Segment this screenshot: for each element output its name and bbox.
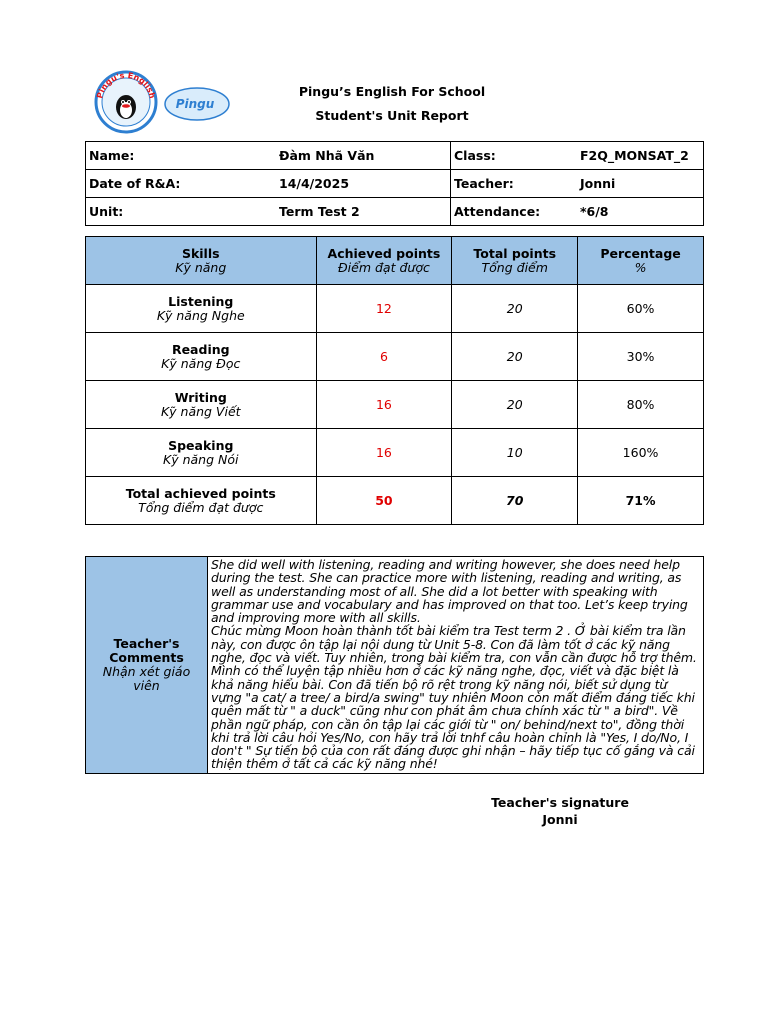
percentage-cell: 80% [578, 381, 704, 429]
total-percentage-cell: 71% [578, 477, 704, 525]
info-row-unit [86, 198, 704, 226]
achieved-points-cell: 16 [316, 381, 452, 429]
skill-name-en: Speaking [168, 437, 234, 453]
total-points-cell: 10 [452, 429, 578, 477]
total-label-en: Total achieved points [125, 485, 276, 501]
total-points-cell: 20 [452, 333, 578, 381]
info-row-date [86, 170, 704, 198]
unit-label: Unit: [86, 198, 280, 226]
skill-name-vi: Kỹ năng Viết [160, 403, 241, 419]
header-achieved [316, 237, 452, 285]
logo-circle-text: Pingu's English [95, 70, 157, 100]
skill-name-vi: Kỹ năng Nghe [156, 307, 245, 323]
skill-name-vi: Kỹ năng Đọc [161, 355, 241, 371]
teacher-label: Teacher: [451, 170, 581, 198]
header-achieved-vi: Điểm đạt được [338, 259, 430, 275]
skill-name-cell [86, 333, 317, 381]
achieved-points-cell: 12 [316, 285, 452, 333]
skill-name-cell [86, 429, 317, 477]
header-skills-vi: Kỹ năng [175, 259, 227, 275]
total-label-vi: Tổng điểm đạt được [138, 499, 264, 515]
skill-name-cell [86, 285, 317, 333]
header-skills [86, 237, 317, 285]
comments-label-vi: Nhận xét giáo viên [102, 663, 191, 693]
total-achieved-cell: 50 [316, 477, 452, 525]
attendance-value: *6/8 [580, 198, 704, 226]
unit-value: Term Test 2 [279, 198, 451, 226]
achieved-points-cell: 16 [316, 429, 452, 477]
table-row [86, 333, 704, 381]
percentage-cell: 30% [578, 333, 704, 381]
logo-badge-text: Pingu [175, 97, 215, 111]
header-total [452, 237, 578, 285]
comments-body [208, 557, 704, 774]
date-label: Date of R&A: [86, 170, 280, 198]
comments-label-en: Teacher's Comments [109, 635, 184, 665]
report-header [200, 84, 584, 124]
teacher-comments-table [85, 556, 704, 774]
skill-name-en: Writing [174, 389, 227, 405]
report-title: Student's Unit Report [315, 108, 469, 123]
student-info-table [85, 141, 704, 226]
header-achieved-en: Achieved points [327, 245, 441, 261]
attendance-label: Attendance: [451, 198, 581, 226]
teacher-value: Jonni [580, 170, 704, 198]
name-label: Name: [86, 142, 280, 170]
class-value: F2Q_MONSAT_2 [580, 142, 704, 170]
comment-english: She did well with listening, reading and writing however, she does need help during the test. She can practice more with listening, reading and writing, as well as understanding most of all. She did a lot better with speaking with grammar use and vocabulary and has improved on that too. Let’s keep trying and improving more with all skills. [211, 557, 688, 626]
table-row [86, 381, 704, 429]
skills-score-table [85, 236, 704, 525]
comment-vietnamese: Chúc mừng Moon hoàn thành tốt bài kiểm tra Test term 2 . Ở bài kiểm tra lần này, con được ôn tập lại nội dung từ Unit 5-8. Con đã làm tốt ở các kỹ năng nghe, đọc và viết. Tuy nhiên, trong bài kiểm tra, con vẫn cần được hỗ trợ thêm. Mình có thể luyện tập nhiều hơn ở các kỹ năng nghe, đọc, viết và đặc biệt là khả năng hiểu bài. Con đã tiến bộ rõ rệt trong kỹ năng nói, biết sử dụng từ vựng "a cat/ a tree/ a bird/a swing" tuy nhiên Moon còn mất điểm đáng tiếc khi quên mất từ " a duck" cũng như con phát âm chưa chính xác từ " a bird". Về phần ngữ pháp, con cần ôn tập lại các giới từ " on/ behind/next to", đồng thời khi trả lời câu hỏi Yes/No, con hãy trả lời tnhf câu hoàn chỉnh là "Yes, I do/No, I don't " Sự tiến bộ của con rất đáng được ghi nhận – hãy tiếp tục cố gắng và cải thiện thêm ở tất cả các kỹ năng nhé! [211, 623, 697, 772]
total-points-cell: 20 [452, 381, 578, 429]
class-label: Class: [451, 142, 581, 170]
header-percentage-en: Percentage [600, 245, 681, 261]
header-skills-en: Skills [181, 245, 220, 261]
skill-name-en: Reading [171, 341, 230, 357]
table-row [86, 285, 704, 333]
header-percentage [578, 237, 704, 285]
comments-label-cell [86, 557, 208, 774]
percentage-cell: 60% [578, 285, 704, 333]
signature-label: Teacher's signature [491, 795, 629, 810]
achieved-points-cell: 6 [316, 333, 452, 381]
percentage-cell: 160% [578, 429, 704, 477]
total-label-cell [86, 477, 317, 525]
total-points-cell: 20 [452, 285, 578, 333]
total-points-sum-cell: 70 [452, 477, 578, 525]
info-row-name [86, 142, 704, 170]
teacher-signature [480, 794, 640, 828]
signature-name: Jonni [542, 812, 578, 827]
table-row [86, 429, 704, 477]
school-title: Pingu’s English For School [298, 84, 486, 99]
skill-name-cell [86, 381, 317, 429]
name-value: Đàm Nhã Văn [279, 142, 451, 170]
header-percentage-vi: % [634, 259, 647, 275]
header-total-vi: Tổng điểm [481, 259, 548, 275]
skills-header-row [86, 237, 704, 285]
skill-name-en: Listening [168, 293, 234, 309]
total-row [86, 477, 704, 525]
header-total-en: Total points [473, 245, 557, 261]
skill-name-vi: Kỹ năng Nói [163, 451, 239, 467]
date-value: 14/4/2025 [279, 170, 451, 198]
